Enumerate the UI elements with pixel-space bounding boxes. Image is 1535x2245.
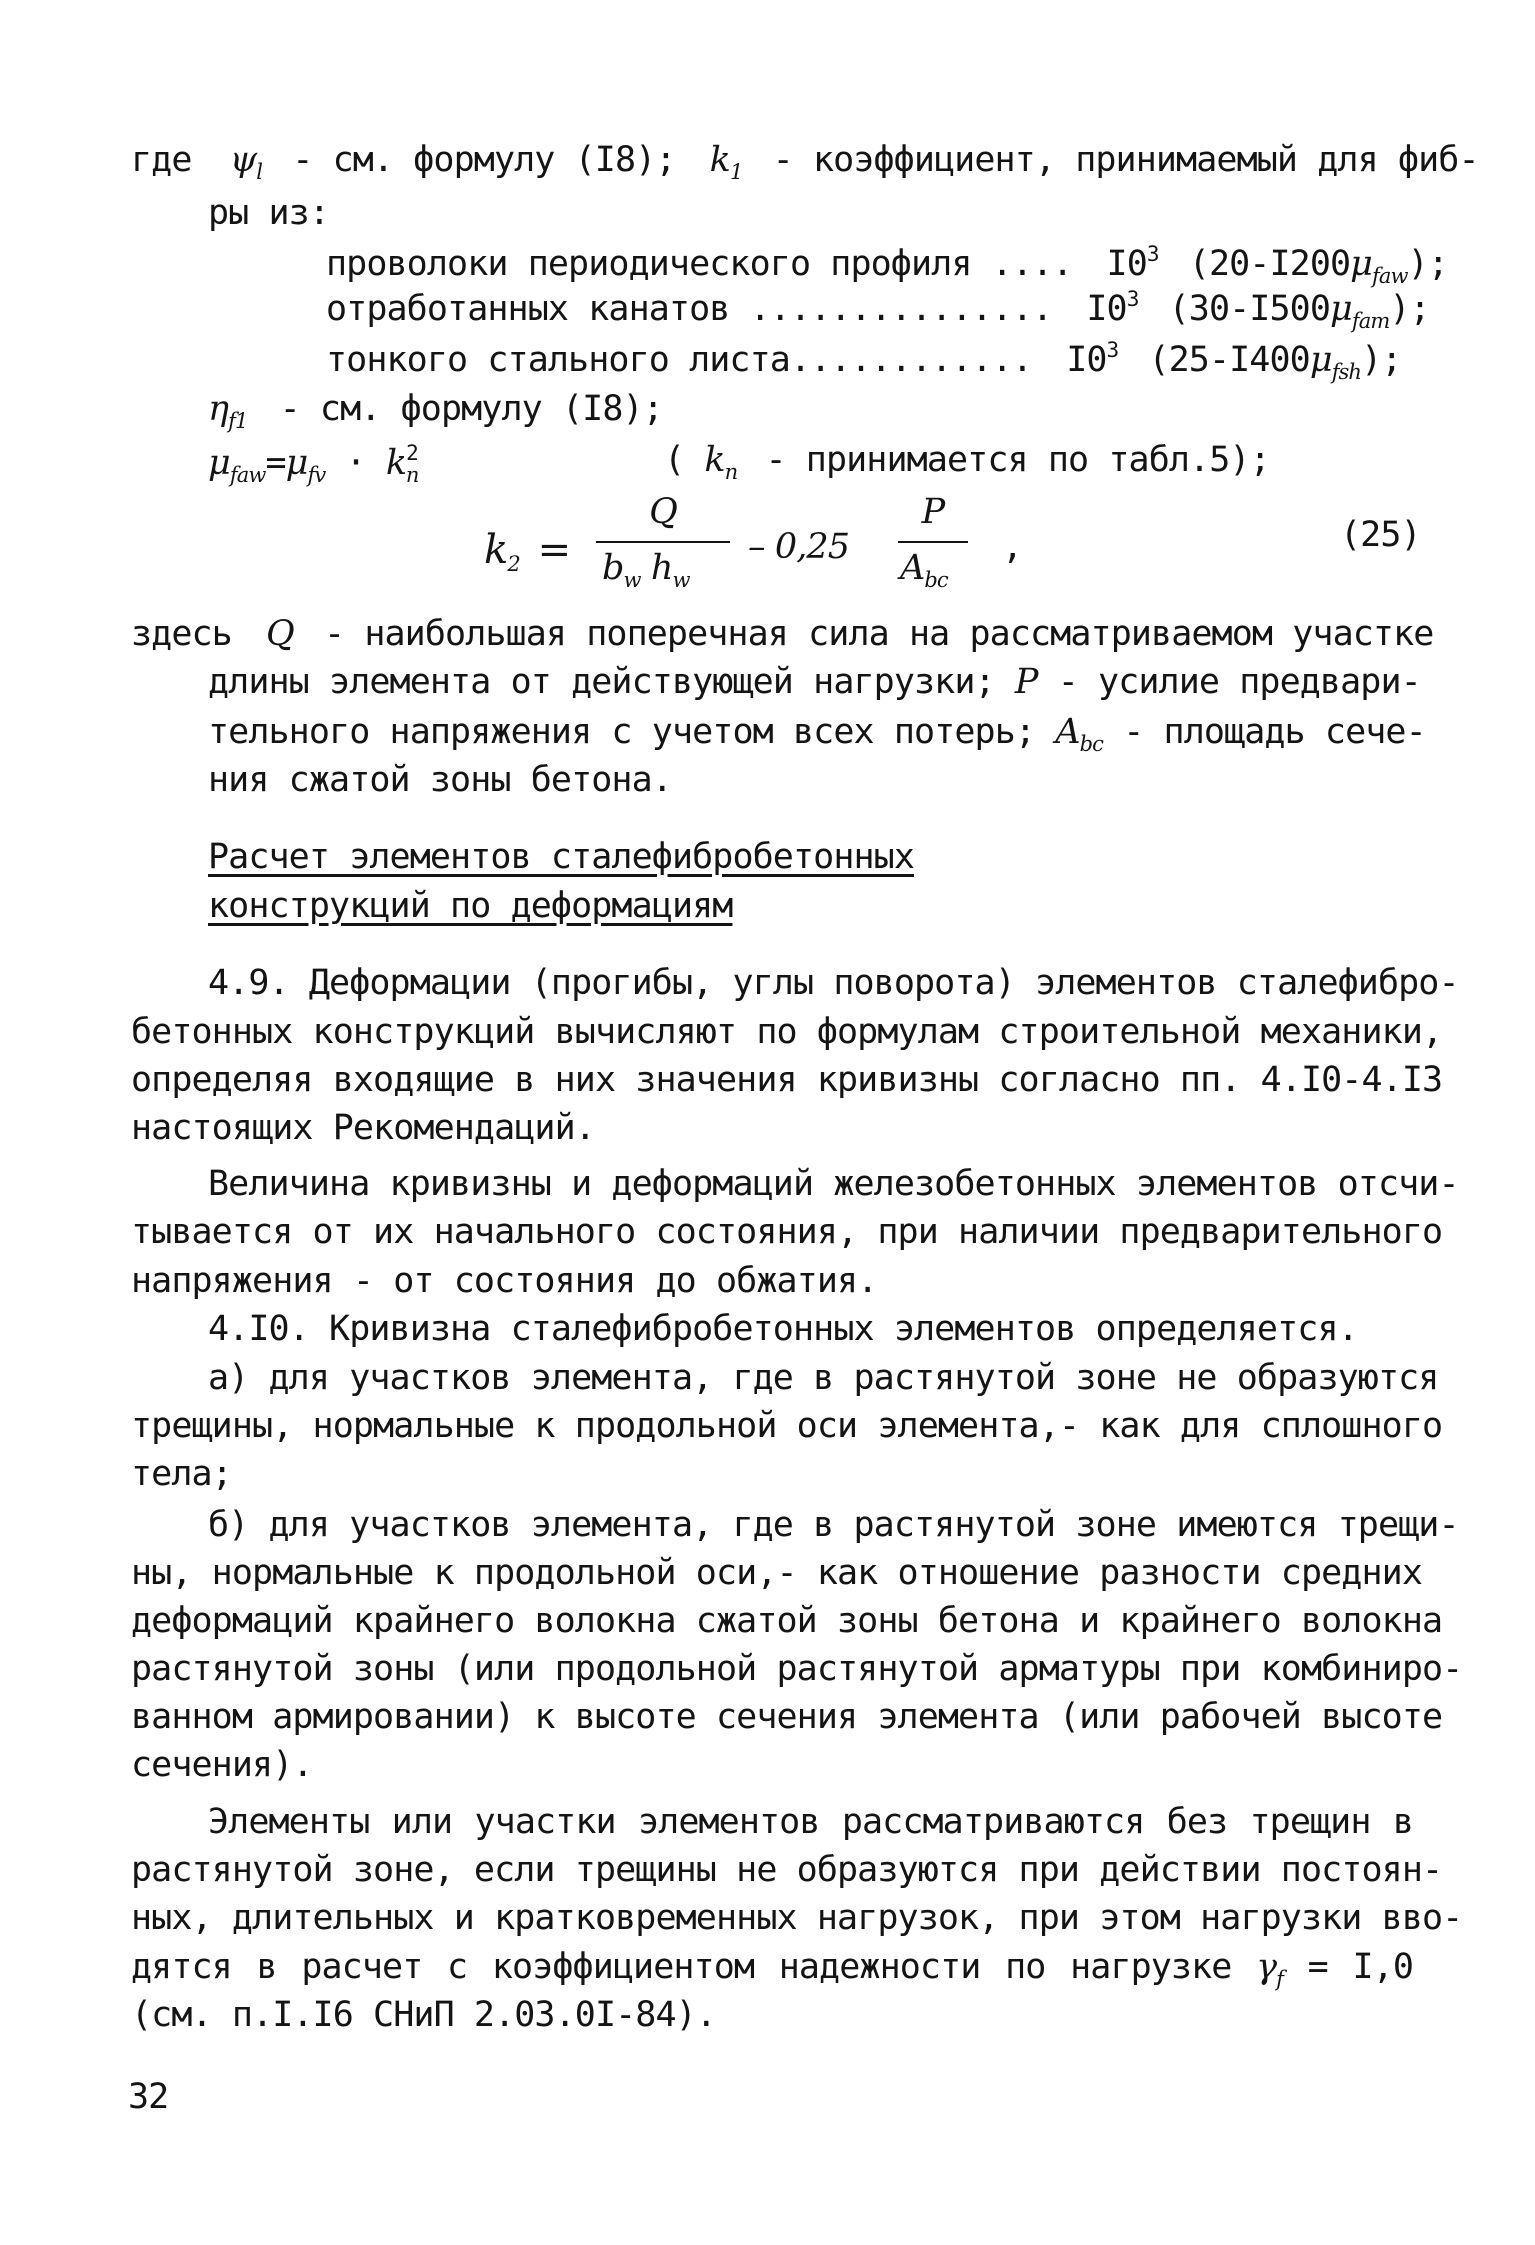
paragraph-line: деформаций крайнего волокна сжатой зоны бетона и крайнего волокна (131, 1601, 1443, 1641)
eta-line: $\eta_{f1}$ - см. формулу (I8); (208, 389, 663, 433)
list-item: тонкого стального листа............ $I0^3$ $(25-I400\mu_{fsh})$; (326, 338, 1402, 384)
paragraph-line: 4.I0. Кривизна сталефибробетонных элементов определяется. (208, 1309, 1358, 1349)
paragraph-line: тела; (131, 1454, 232, 1494)
paragraph-line: растянутой зоне, если трещины не образуются при действии постоян- (131, 1850, 1443, 1890)
mufaw-line: $\mu_{faw}=\mu_{fv} \cdot k^2_n$ (208, 441, 419, 487)
paragraph-line: определяя входящие в них значения кривизны согласно пп. 4.I0-4.I3 (131, 1060, 1443, 1100)
intro-line: где $\psi_l$ - см. формулу (I8); $k_1$ - коэффициент, принимаемый для фиб- (131, 140, 1479, 184)
eta-symbol: η (208, 389, 229, 429)
paragraph-line: Величина кривизны и деформаций железобетонных элементов отсчи- (208, 1164, 1459, 1204)
equation-number: (25) (1340, 515, 1421, 555)
document-page: где $\psi_l$ - см. формулу (I8); $k_1$ - коэффициент, принимаемый для фиб- ры из: проволоки периодического профиля .... $I0^3$ $(20-I200\mu_{faw})$; отработанных канатов ............... $I0^3$ $(30-I500\mu_{fam})$; тонкого стального листа............ $I0^3$ $(25-I400\mu_{fsh})$; $\eta_{f1}$ - см. формулу (I8); $\mu_{faw}=\mu_{fv} \cdot k^2_n$ ( $k_n$ - принимается по табл.5); $k_2$ = Q $b_w$ $h_w$ – 0,25 P $A_{bc}$ , (25) здесь Q - наибольшая поперечная сила на рассматриваемом участке длины элемента от действующей нагрузки; P - усилие предвари- тельного напряжения с учетом всех потерь; $A_{bc}$ - площадь сече- ния сжатой зоны бетона. Расчет элементов сталефибробетонных конструкций по деформациям 4.9. Деформации (прогибы, углы поворота) элементов сталефибро- бетонных конструкций вычисляют по формулам строительной механики, определяя входящие в них значения кривизны согласно пп. 4.I0-4.I3 настоящих Рекомендаций. Величина кривизны и деформаций железобетонных элементов отсчи- тывается от их начального состояния, при наличии предварительного напряжения - от состояния до обжатия. 4.I0. Кривизна сталефибробетонных элементов определяется. а) для участков элемента, где в растянутой зоне не образуются трещины, нормальные к продольной оси элемента,- как для сплошного тела; б) для участков элемента, где в растянутой зоне имеются трещи- ны, нормальные к продольной оси,- как отношение разности средних деформаций крайнего волокна сжатой зоны бетона и крайнего волокна растянутой зоны (или продольной растянутой арматуры при комбиниро- ванном армировании) к высоте сечения элемента (или рабочей высоте сечения). Элементы или участки элементов рассматриваются без трещин в растянутой зоне, если трещины не образуются при действии постоян- ных, длительных и кратковременных нагрузок, при этом нагрузки вво- дятся в расчет с коэффициентом надежности по нагрузке $\gamma_f = I,0$ (см. п.I.I6 СНиП 2.03.0I-84). 32 (128, 140, 1479, 2117)
paragraph-line: б) для участков элемента, где в растянутой зоне имеются трещи- (208, 1505, 1459, 1545)
here-line-4: ния сжатой зоны бетона. (208, 760, 672, 800)
psi-symbol: ψ (229, 140, 257, 180)
paragraph-line: Элементы или участки элементов рассматриваются без трещин в (208, 1802, 1413, 1842)
paragraph-line: настоящих Рекомендаций. (131, 1108, 595, 1148)
ref-18: - см. формулу (I8); (292, 140, 676, 180)
paragraph-line: сечения). (131, 1745, 313, 1785)
paragraph-line: ны, нормальные к продольной оси,- как отношение разности средних (131, 1553, 1422, 1593)
fraction-p: P $A_{bc}$ (898, 495, 968, 595)
minus-coef: – 0,25 (748, 527, 850, 567)
list-item: отработанных канатов ............... $I0^3$ $(30-I500\mu_{fam})$; (326, 287, 1430, 333)
paragraph-line: тывается от их начального состояния, при наличии предварительного (131, 1212, 1443, 1252)
fraction-q: Q $b_w$ $h_w$ (596, 495, 730, 595)
where-word: где (131, 140, 192, 180)
paragraph-line: дятся в расчет с коэффициентом надежности по нагрузке $\gamma_f = I,0$ (131, 1947, 1414, 1991)
paragraph-line: бетонных конструкций вычисляют по формулам строительной механики, (131, 1012, 1443, 1052)
coef-text: - коэффициент, принимаемый для фиб- (772, 140, 1479, 180)
paragraph-line: (см. п.I.I6 СНиП 2.03.0I-84). (131, 1995, 716, 2035)
section-heading: конструкций по деформациям (208, 886, 733, 926)
k1-symbol: k (709, 140, 730, 180)
page-number: 32 (128, 2077, 169, 2117)
section-heading: Расчет элементов сталефибробетонных (208, 837, 915, 877)
intro-continuation: ры из: (208, 193, 330, 233)
list-item: проволоки периодического профиля .... $I0^3$ $(20-I200\mu_{faw})$; (326, 242, 1448, 288)
kn-note: ( $k_n$ - принимается по табл.5); (664, 440, 1270, 484)
paragraph-line: трещины, нормальные к продольной оси элемента,- как для сплошного (131, 1406, 1443, 1446)
paragraph-line: ных, длительных и кратковременных нагрузок, при этом нагрузки вво- (131, 1898, 1463, 1938)
paragraph-line: напряжения - от состояния до обжатия. (131, 1261, 878, 1301)
paragraph-line: ванном армировании) к высоте сечения элемента (или рабочей высоте (131, 1697, 1443, 1737)
here-line-2: длины элемента от действующей нагрузки; P - усилие предвари- (208, 662, 1421, 702)
paragraph-line: а) для участков элемента, где в растянутой зоне не образуются (208, 1358, 1439, 1398)
paragraph-line: растянутой зоны (или продольной растянутой арматуры при комбиниро- (131, 1649, 1463, 1689)
here-line-3: тельного напряжения с учетом всех потерь; $A_{bc}$ - площадь сече- (208, 712, 1426, 756)
paragraph-line: 4.9. Деформации (прогибы, углы поворота) элементов сталефибро- (208, 963, 1459, 1003)
here-line-1: здесь Q - наибольшая поперечная сила на рассматриваемом участке (131, 614, 1434, 654)
